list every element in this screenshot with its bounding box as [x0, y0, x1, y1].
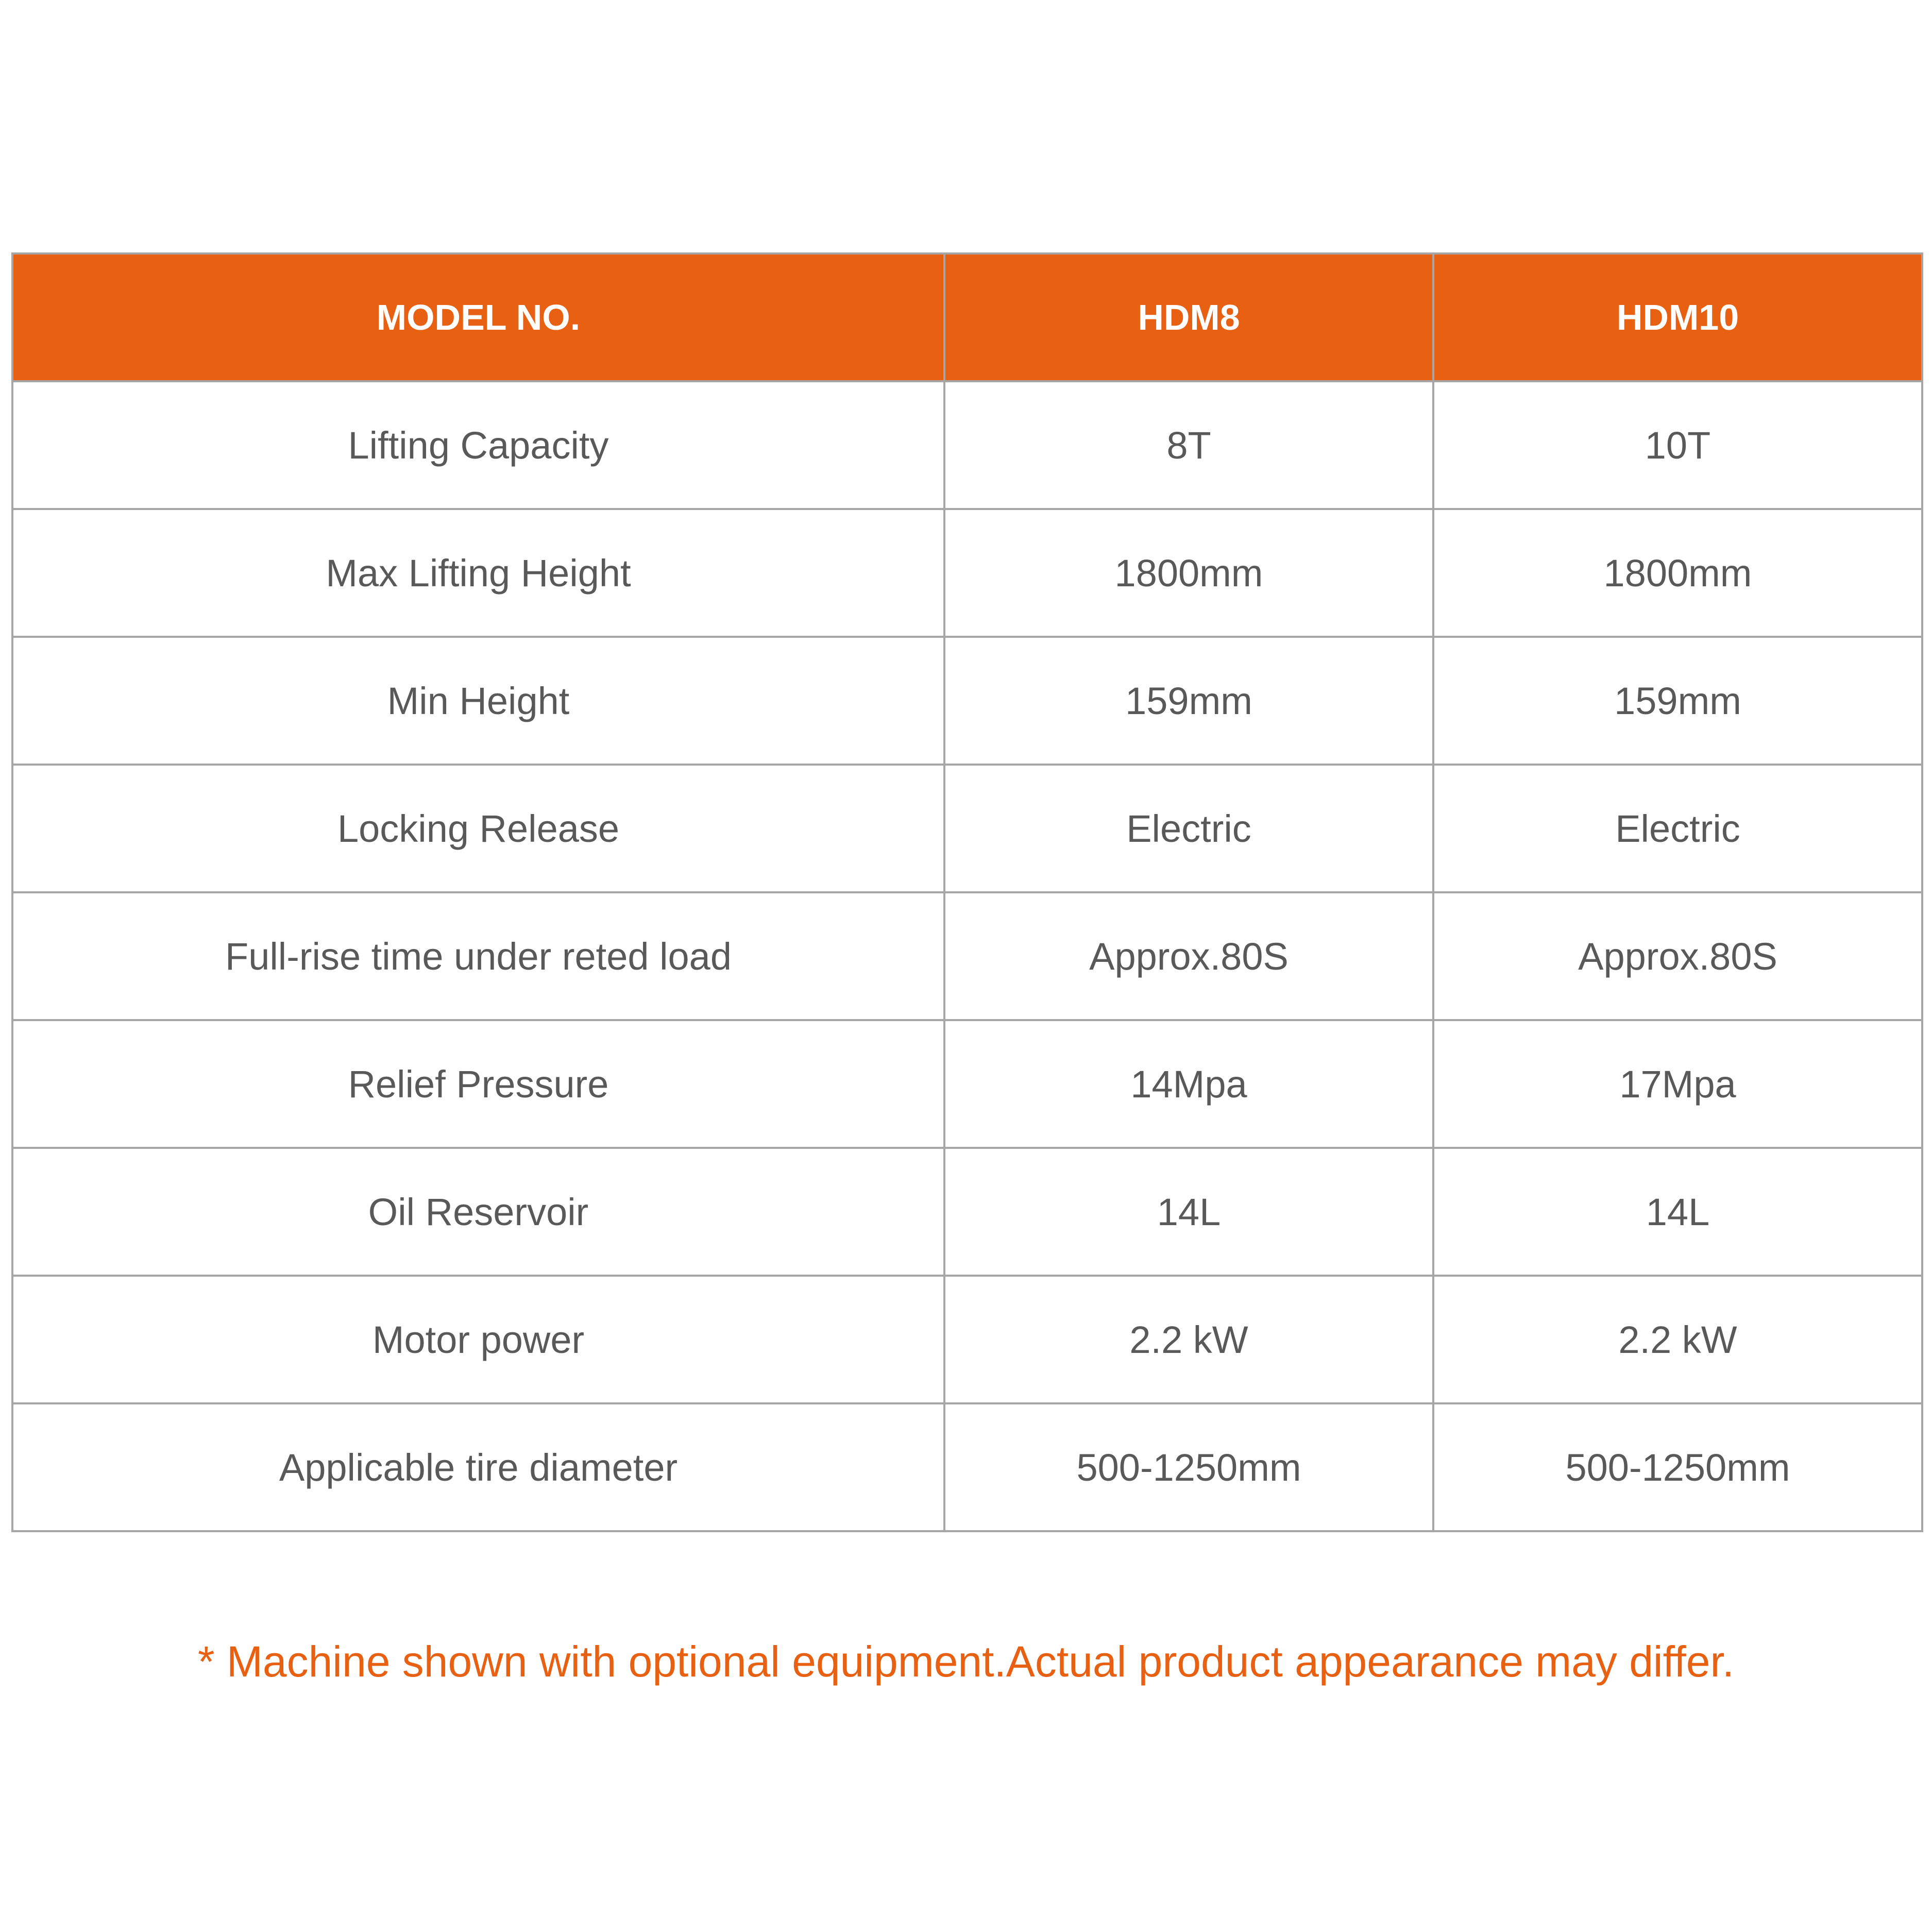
table-row [12, 892, 1922, 1020]
header-hdm8: HDM8 [944, 253, 1433, 381]
table-row [12, 381, 1922, 509]
footnote-disclaimer: * Machine shown with optional equipment.Actual product appearance may differ. [197, 1637, 1735, 1686]
spec-value-hdm10: Approx.80S [1433, 892, 1922, 1020]
spec-label: Full-rise time under reted load [12, 892, 944, 1020]
table-row [12, 765, 1922, 892]
spec-value-hdm10: Electric [1433, 765, 1922, 892]
spec-value-hdm10: 2.2 kW [1433, 1276, 1922, 1403]
spec-label: Locking Release [12, 765, 944, 892]
spec-label: Max Lifting Height [12, 509, 944, 637]
table-row [12, 637, 1922, 765]
spec-value-hdm10: 1800mm [1433, 509, 1922, 637]
header-model-no: MODEL NO. [12, 253, 944, 381]
spec-label: Oil Reservoir [12, 1148, 944, 1276]
spec-value-hdm10: 17Mpa [1433, 1020, 1922, 1148]
spec-table [11, 252, 1923, 1532]
header-hdm10: HDM10 [1433, 253, 1922, 381]
spec-label: Applicable tire diameter [12, 1403, 944, 1531]
spec-value-hdm8: 14L [944, 1148, 1433, 1276]
spec-value-hdm8: 1800mm [944, 509, 1433, 637]
spec-label: Relief Pressure [12, 1020, 944, 1148]
table-header-row [12, 253, 1922, 381]
spec-value-hdm10: 10T [1433, 381, 1922, 509]
table-row [12, 1276, 1922, 1403]
spec-value-hdm8: 159mm [944, 637, 1433, 765]
spec-label: Motor power [12, 1276, 944, 1403]
spec-label: Min Height [12, 637, 944, 765]
spec-value-hdm10: 14L [1433, 1148, 1922, 1276]
spec-value-hdm8: Electric [944, 765, 1433, 892]
table-row [12, 1020, 1922, 1148]
spec-value-hdm8: 500-1250mm [944, 1403, 1433, 1531]
spec-value-hdm8: Approx.80S [944, 892, 1433, 1020]
table-row [12, 509, 1922, 637]
spec-value-hdm10: 500-1250mm [1433, 1403, 1922, 1531]
table-row [12, 1148, 1922, 1276]
spec-value-hdm10: 159mm [1433, 637, 1922, 765]
spec-value-hdm8: 2.2 kW [944, 1276, 1433, 1403]
spec-value-hdm8: 14Mpa [944, 1020, 1433, 1148]
spec-label: Lifting Capacity [12, 381, 944, 509]
table-row [12, 1403, 1922, 1531]
spec-value-hdm8: 8T [944, 381, 1433, 509]
